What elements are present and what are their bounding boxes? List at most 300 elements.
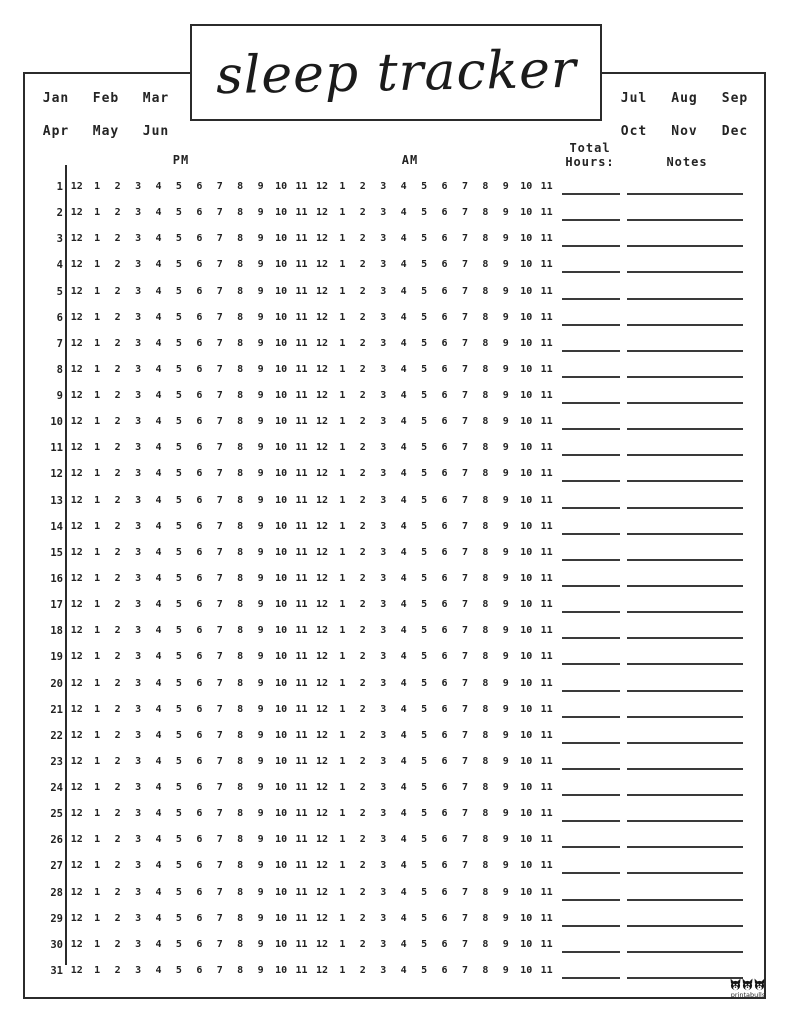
am-hour-cell[interactable]: 4 (400, 755, 407, 767)
pm-hour-cell[interactable]: 5 (175, 782, 182, 793)
pm-hour-cell[interactable]: 4 (155, 233, 162, 245)
am-hour-cell[interactable]: 12 (315, 181, 329, 192)
pm-hour-cell[interactable]: 2 (114, 233, 121, 245)
pm-hour-cell[interactable]: 11 (295, 651, 308, 663)
pm-hour-cell[interactable]: 6 (196, 285, 203, 297)
pm-hour-cell[interactable]: 4 (155, 259, 162, 271)
pm-hour-cell[interactable]: 6 (196, 964, 203, 976)
pm-hour-cell[interactable]: 9 (257, 285, 264, 297)
pm-hour-cell[interactable]: 7 (216, 912, 223, 924)
pm-hour-cell[interactable]: 4 (155, 442, 162, 454)
pm-hour-cell[interactable]: 9 (257, 677, 264, 689)
am-hour-cell[interactable]: 6 (441, 468, 448, 480)
am-hour-cell[interactable]: 6 (441, 677, 448, 689)
pm-hour-cell[interactable]: 1 (94, 573, 101, 584)
am-hour-cell[interactable]: 9 (502, 259, 509, 271)
pm-hour-cell[interactable]: 10 (275, 755, 288, 767)
pm-hour-cell[interactable]: 12 (70, 755, 83, 767)
am-hour-cell[interactable]: 9 (502, 651, 509, 663)
pm-hour-cell[interactable]: 7 (216, 181, 223, 192)
pm-hour-cell[interactable]: 3 (135, 625, 142, 637)
pm-hour-cell[interactable]: 10 (275, 834, 288, 846)
pm-hour-cell[interactable]: 12 (70, 546, 83, 558)
am-hour-cell[interactable]: 11 (540, 938, 553, 950)
am-hour-cell[interactable]: 4 (400, 520, 407, 532)
month-option-jan[interactable]: Jan (42, 91, 70, 106)
am-hour-cell[interactable]: 2 (359, 442, 366, 454)
am-hour-cell[interactable]: 3 (380, 207, 387, 219)
pm-hour-cell[interactable]: 2 (114, 834, 121, 846)
am-hour-cell[interactable]: 5 (421, 259, 428, 271)
pm-hour-cell[interactable]: 7 (216, 546, 223, 558)
am-hour-cell[interactable]: 10 (520, 573, 533, 584)
pm-hour-cell[interactable]: 5 (175, 416, 182, 428)
am-hour-cell[interactable]: 1 (339, 729, 346, 741)
am-hour-cell[interactable]: 11 (540, 886, 553, 898)
am-hour-cell[interactable]: 7 (461, 599, 469, 611)
pm-hour-cell[interactable]: 9 (257, 468, 264, 480)
pm-hour-cell[interactable]: 1 (94, 311, 101, 323)
am-hour-cell[interactable]: 11 (540, 912, 553, 924)
month-option-mar[interactable]: Mar (142, 91, 170, 106)
pm-hour-cell[interactable]: 11 (295, 363, 308, 375)
am-hour-cell[interactable]: 6 (441, 259, 448, 271)
am-hour-cell[interactable]: 6 (441, 285, 448, 297)
am-hour-cell[interactable]: 3 (380, 651, 387, 663)
am-hour-cell[interactable]: 9 (502, 573, 509, 584)
am-hour-cell[interactable]: 6 (441, 520, 448, 532)
am-hour-cell[interactable]: 10 (520, 938, 533, 950)
am-hour-cell[interactable]: 2 (359, 782, 366, 793)
pm-hour-cell[interactable]: 9 (257, 181, 264, 192)
am-hour-cell[interactable]: 10 (520, 337, 533, 349)
am-hour-cell[interactable]: 1 (339, 677, 346, 689)
pm-hour-cell[interactable]: 1 (94, 416, 101, 428)
pm-hour-cell[interactable]: 4 (155, 363, 162, 375)
notes-line[interactable] (627, 925, 743, 927)
pm-hour-cell[interactable]: 8 (237, 546, 244, 558)
am-hour-cell[interactable]: 11 (540, 782, 553, 793)
notes-line[interactable] (627, 820, 743, 822)
pm-hour-cell[interactable]: 9 (257, 442, 264, 454)
am-hour-cell[interactable]: 10 (520, 181, 533, 192)
am-hour-cell[interactable]: 10 (520, 886, 533, 898)
pm-hour-cell[interactable]: 1 (94, 886, 101, 898)
notes-line[interactable] (627, 768, 743, 770)
am-hour-cell[interactable]: 8 (482, 573, 489, 584)
am-hour-cell[interactable]: 9 (502, 442, 509, 454)
am-hour-cell[interactable]: 5 (421, 468, 428, 480)
am-hour-cell[interactable]: 6 (441, 938, 448, 950)
pm-hour-cell[interactable]: 7 (216, 651, 223, 663)
pm-hour-cell[interactable]: 4 (155, 703, 162, 715)
am-hour-cell[interactable]: 1 (339, 233, 346, 245)
am-hour-cell[interactable]: 3 (380, 834, 387, 846)
am-hour-cell[interactable]: 7 (461, 625, 469, 637)
am-hour-cell[interactable]: 12 (315, 625, 329, 637)
pm-hour-cell[interactable]: 1 (94, 703, 101, 715)
pm-hour-cell[interactable]: 3 (135, 703, 142, 715)
pm-hour-cell[interactable]: 9 (257, 912, 264, 924)
pm-hour-cell[interactable]: 4 (155, 938, 162, 950)
total-hours-line[interactable] (562, 899, 620, 901)
am-hour-cell[interactable]: 2 (359, 207, 366, 219)
am-hour-cell[interactable]: 10 (520, 860, 533, 872)
total-hours-line[interactable] (562, 742, 620, 744)
month-option-jul[interactable]: Jul (620, 91, 648, 106)
pm-hour-cell[interactable]: 1 (94, 546, 101, 558)
pm-hour-cell[interactable]: 1 (94, 677, 101, 689)
month-option-apr[interactable]: Apr (42, 124, 70, 139)
am-hour-cell[interactable]: 4 (400, 625, 407, 637)
am-hour-cell[interactable]: 8 (482, 964, 489, 976)
pm-hour-cell[interactable]: 10 (275, 886, 288, 898)
pm-hour-cell[interactable]: 6 (196, 729, 203, 741)
am-hour-cell[interactable]: 1 (339, 468, 346, 480)
am-hour-cell[interactable]: 8 (482, 938, 489, 950)
pm-hour-cell[interactable]: 3 (135, 651, 142, 663)
am-hour-cell[interactable]: 11 (540, 259, 553, 271)
total-hours-line[interactable] (562, 925, 620, 927)
am-hour-cell[interactable]: 4 (400, 181, 407, 192)
pm-hour-cell[interactable]: 6 (196, 755, 203, 767)
am-hour-cell[interactable]: 11 (540, 416, 553, 428)
pm-hour-cell[interactable]: 8 (237, 599, 244, 611)
pm-hour-cell[interactable]: 7 (216, 886, 223, 898)
total-hours-line[interactable] (562, 480, 620, 482)
am-hour-cell[interactable]: 11 (540, 729, 553, 741)
pm-hour-cell[interactable]: 12 (70, 468, 83, 480)
total-hours-line[interactable] (562, 298, 620, 300)
pm-hour-cell[interactable]: 2 (114, 494, 121, 506)
am-hour-cell[interactable]: 7 (461, 390, 469, 401)
pm-hour-cell[interactable]: 7 (216, 808, 223, 820)
am-hour-cell[interactable]: 8 (482, 703, 489, 715)
am-hour-cell[interactable]: 6 (441, 834, 448, 846)
pm-hour-cell[interactable]: 9 (257, 860, 264, 872)
pm-hour-cell[interactable]: 12 (70, 886, 83, 898)
pm-hour-cell[interactable]: 2 (114, 442, 121, 454)
notes-line[interactable] (627, 533, 743, 535)
pm-hour-cell[interactable]: 2 (114, 599, 121, 611)
am-hour-cell[interactable]: 6 (441, 442, 448, 454)
pm-hour-cell[interactable]: 6 (196, 207, 203, 219)
am-hour-cell[interactable]: 1 (339, 964, 346, 976)
am-hour-cell[interactable]: 2 (359, 677, 366, 689)
pm-hour-cell[interactable]: 9 (257, 520, 264, 532)
pm-hour-cell[interactable]: 2 (114, 886, 121, 898)
am-hour-cell[interactable]: 7 (461, 860, 469, 872)
am-hour-cell[interactable]: 8 (482, 337, 489, 349)
am-hour-cell[interactable]: 9 (502, 677, 509, 689)
pm-hour-cell[interactable]: 9 (257, 546, 264, 558)
am-hour-cell[interactable]: 3 (380, 808, 387, 820)
am-hour-cell[interactable]: 3 (380, 520, 387, 532)
pm-hour-cell[interactable]: 3 (135, 755, 142, 767)
am-hour-cell[interactable]: 10 (520, 755, 533, 767)
am-hour-cell[interactable]: 12 (315, 363, 329, 375)
am-hour-cell[interactable]: 5 (421, 625, 428, 637)
am-hour-cell[interactable]: 2 (359, 416, 366, 428)
am-hour-cell[interactable]: 9 (502, 755, 509, 767)
pm-hour-cell[interactable]: 4 (155, 782, 162, 793)
pm-hour-cell[interactable]: 2 (114, 390, 121, 401)
am-hour-cell[interactable]: 12 (315, 416, 329, 428)
am-hour-cell[interactable]: 5 (421, 938, 428, 950)
pm-hour-cell[interactable]: 6 (196, 886, 203, 898)
am-hour-cell[interactable]: 5 (421, 311, 428, 323)
am-hour-cell[interactable]: 5 (421, 494, 428, 506)
am-hour-cell[interactable]: 3 (380, 416, 387, 428)
pm-hour-cell[interactable]: 9 (257, 938, 264, 950)
am-hour-cell[interactable]: 6 (441, 912, 448, 924)
am-hour-cell[interactable]: 3 (380, 546, 387, 558)
pm-hour-cell[interactable]: 6 (196, 337, 203, 349)
month-option-jun[interactable]: Jun (142, 124, 170, 139)
am-hour-cell[interactable]: 5 (421, 520, 428, 532)
pm-hour-cell[interactable]: 1 (94, 599, 101, 611)
am-hour-cell[interactable]: 6 (441, 337, 448, 349)
am-hour-cell[interactable]: 1 (339, 546, 346, 558)
total-hours-line[interactable] (562, 690, 620, 692)
month-option-aug[interactable]: Aug (671, 91, 698, 106)
pm-hour-cell[interactable]: 1 (94, 390, 101, 401)
am-hour-cell[interactable]: 8 (482, 755, 489, 767)
am-hour-cell[interactable]: 5 (421, 337, 428, 349)
pm-hour-cell[interactable]: 3 (135, 416, 142, 428)
pm-hour-cell[interactable]: 5 (175, 363, 182, 375)
pm-hour-cell[interactable]: 2 (114, 311, 121, 323)
pm-hour-cell[interactable]: 4 (155, 886, 162, 898)
pm-hour-cell[interactable]: 4 (155, 494, 162, 506)
pm-hour-cell[interactable]: 9 (257, 599, 264, 611)
pm-hour-cell[interactable]: 10 (275, 729, 288, 741)
pm-hour-cell[interactable]: 11 (295, 573, 308, 584)
pm-hour-cell[interactable]: 7 (216, 938, 223, 950)
am-hour-cell[interactable]: 4 (400, 468, 407, 480)
pm-hour-cell[interactable]: 11 (295, 912, 308, 924)
pm-hour-cell[interactable]: 1 (94, 729, 101, 741)
pm-hour-cell[interactable]: 4 (155, 599, 162, 611)
am-hour-cell[interactable]: 12 (315, 834, 329, 846)
pm-hour-cell[interactable]: 12 (70, 494, 83, 506)
pm-hour-cell[interactable]: 6 (196, 599, 203, 611)
pm-hour-cell[interactable]: 7 (216, 390, 223, 401)
pm-hour-cell[interactable]: 9 (257, 494, 264, 506)
pm-hour-cell[interactable]: 4 (155, 181, 162, 192)
am-hour-cell[interactable]: 2 (359, 755, 366, 767)
am-hour-cell[interactable]: 3 (380, 938, 387, 950)
am-hour-cell[interactable]: 12 (315, 390, 329, 401)
pm-hour-cell[interactable]: 5 (175, 337, 182, 349)
pm-hour-cell[interactable]: 11 (295, 782, 308, 793)
pm-hour-cell[interactable]: 9 (257, 416, 264, 428)
am-hour-cell[interactable]: 1 (339, 912, 346, 924)
pm-hour-cell[interactable]: 6 (196, 494, 203, 506)
am-hour-cell[interactable]: 6 (441, 860, 448, 872)
am-hour-cell[interactable]: 3 (380, 755, 387, 767)
pm-hour-cell[interactable]: 5 (175, 494, 182, 506)
am-hour-cell[interactable]: 10 (520, 964, 533, 976)
pm-hour-cell[interactable]: 11 (295, 285, 308, 297)
pm-hour-cell[interactable]: 2 (114, 259, 121, 271)
pm-hour-cell[interactable]: 4 (155, 808, 162, 820)
am-hour-cell[interactable]: 7 (461, 416, 469, 428)
am-hour-cell[interactable]: 12 (315, 808, 329, 820)
am-hour-cell[interactable]: 2 (359, 181, 366, 192)
am-hour-cell[interactable]: 9 (502, 207, 509, 219)
pm-hour-cell[interactable]: 4 (155, 677, 162, 689)
am-hour-cell[interactable]: 3 (380, 912, 387, 924)
pm-hour-cell[interactable]: 11 (295, 808, 308, 820)
pm-hour-cell[interactable]: 5 (175, 468, 182, 480)
pm-hour-cell[interactable]: 10 (275, 625, 288, 637)
am-hour-cell[interactable]: 11 (540, 834, 553, 846)
pm-hour-cell[interactable]: 2 (114, 546, 121, 558)
pm-hour-cell[interactable]: 4 (155, 860, 162, 872)
pm-hour-cell[interactable]: 5 (175, 886, 182, 898)
am-hour-cell[interactable]: 12 (315, 573, 329, 584)
pm-hour-cell[interactable]: 10 (275, 808, 288, 820)
pm-hour-cell[interactable]: 8 (237, 520, 244, 532)
pm-hour-cell[interactable]: 3 (135, 573, 142, 584)
pm-hour-cell[interactable]: 2 (114, 808, 121, 820)
pm-hour-cell[interactable]: 11 (295, 703, 308, 715)
pm-hour-cell[interactable]: 11 (295, 311, 308, 323)
pm-hour-cell[interactable]: 11 (295, 938, 308, 950)
pm-hour-cell[interactable]: 12 (70, 442, 83, 454)
pm-hour-cell[interactable]: 8 (237, 886, 244, 898)
am-hour-cell[interactable]: 4 (400, 390, 407, 401)
month-option-sep[interactable]: Sep (721, 91, 749, 106)
pm-hour-cell[interactable]: 10 (275, 546, 288, 558)
am-hour-cell[interactable]: 1 (339, 259, 346, 271)
am-hour-cell[interactable]: 12 (315, 703, 329, 715)
am-hour-cell[interactable]: 5 (421, 886, 428, 898)
pm-hour-cell[interactable]: 6 (196, 311, 203, 323)
am-hour-cell[interactable]: 12 (315, 677, 329, 689)
am-hour-cell[interactable]: 7 (461, 259, 469, 271)
pm-hour-cell[interactable]: 5 (175, 390, 182, 401)
am-hour-cell[interactable]: 10 (520, 311, 533, 323)
pm-hour-cell[interactable]: 12 (70, 625, 83, 637)
am-hour-cell[interactable]: 1 (339, 599, 346, 611)
am-hour-cell[interactable]: 9 (502, 416, 509, 428)
am-hour-cell[interactable]: 1 (339, 442, 346, 454)
pm-hour-cell[interactable]: 4 (155, 964, 162, 976)
am-hour-cell[interactable]: 11 (540, 703, 553, 715)
am-hour-cell[interactable]: 6 (441, 573, 448, 584)
total-hours-line[interactable] (562, 794, 620, 796)
pm-hour-cell[interactable]: 5 (175, 912, 182, 924)
am-hour-cell[interactable]: 9 (502, 599, 509, 611)
pm-hour-cell[interactable]: 7 (216, 703, 223, 715)
am-hour-cell[interactable]: 7 (461, 782, 469, 793)
pm-hour-cell[interactable]: 6 (196, 442, 203, 454)
pm-hour-cell[interactable]: 5 (175, 860, 182, 872)
pm-hour-cell[interactable]: 3 (135, 468, 142, 480)
notes-line[interactable] (627, 611, 743, 613)
am-hour-cell[interactable]: 1 (339, 886, 346, 898)
pm-hour-cell[interactable]: 10 (275, 207, 288, 219)
am-hour-cell[interactable]: 4 (400, 703, 407, 715)
pm-hour-cell[interactable]: 6 (196, 181, 203, 192)
total-hours-line[interactable] (562, 977, 620, 979)
am-hour-cell[interactable]: 4 (400, 834, 407, 846)
pm-hour-cell[interactable]: 1 (94, 651, 101, 663)
am-hour-cell[interactable]: 6 (441, 651, 448, 663)
pm-hour-cell[interactable]: 6 (196, 703, 203, 715)
am-hour-cell[interactable]: 2 (359, 573, 366, 584)
pm-hour-cell[interactable]: 1 (94, 181, 101, 192)
am-hour-cell[interactable]: 3 (380, 285, 387, 297)
am-hour-cell[interactable]: 4 (400, 416, 407, 428)
pm-hour-cell[interactable]: 7 (216, 416, 223, 428)
pm-hour-cell[interactable]: 1 (94, 808, 101, 820)
pm-hour-cell[interactable]: 9 (257, 207, 264, 219)
pm-hour-cell[interactable]: 1 (94, 207, 101, 219)
total-hours-line[interactable] (562, 716, 620, 718)
pm-hour-cell[interactable]: 11 (295, 233, 308, 245)
am-hour-cell[interactable]: 10 (520, 207, 533, 219)
total-hours-line[interactable] (562, 245, 620, 247)
am-hour-cell[interactable]: 2 (359, 625, 366, 637)
pm-hour-cell[interactable]: 5 (175, 703, 182, 715)
pm-hour-cell[interactable]: 8 (237, 311, 244, 323)
notes-line[interactable] (627, 428, 743, 430)
pm-hour-cell[interactable]: 2 (114, 755, 121, 767)
am-hour-cell[interactable]: 10 (520, 285, 533, 297)
am-hour-cell[interactable]: 2 (359, 363, 366, 375)
am-hour-cell[interactable]: 8 (482, 416, 489, 428)
am-hour-cell[interactable]: 7 (461, 573, 469, 584)
am-hour-cell[interactable]: 7 (461, 337, 469, 349)
am-hour-cell[interactable]: 3 (380, 782, 387, 793)
am-hour-cell[interactable]: 12 (315, 886, 329, 898)
pm-hour-cell[interactable]: 4 (155, 390, 162, 401)
notes-line[interactable] (627, 559, 743, 561)
am-hour-cell[interactable]: 8 (482, 207, 489, 219)
notes-line[interactable] (627, 507, 743, 509)
pm-hour-cell[interactable]: 12 (70, 363, 83, 375)
am-hour-cell[interactable]: 4 (400, 494, 407, 506)
am-hour-cell[interactable]: 7 (461, 964, 469, 976)
am-hour-cell[interactable]: 2 (359, 259, 366, 271)
total-hours-line[interactable] (562, 611, 620, 613)
am-hour-cell[interactable]: 7 (461, 808, 469, 820)
pm-hour-cell[interactable]: 6 (196, 860, 203, 872)
am-hour-cell[interactable]: 3 (380, 964, 387, 976)
am-hour-cell[interactable]: 3 (380, 886, 387, 898)
pm-hour-cell[interactable]: 8 (237, 207, 244, 219)
am-hour-cell[interactable]: 11 (540, 651, 553, 663)
am-hour-cell[interactable]: 7 (461, 886, 469, 898)
am-hour-cell[interactable]: 3 (380, 573, 387, 584)
am-hour-cell[interactable]: 5 (421, 416, 428, 428)
pm-hour-cell[interactable]: 6 (196, 468, 203, 480)
pm-hour-cell[interactable]: 12 (70, 233, 83, 245)
am-hour-cell[interactable]: 6 (441, 363, 448, 375)
pm-hour-cell[interactable]: 5 (175, 599, 182, 611)
total-hours-line[interactable] (562, 820, 620, 822)
total-hours-line[interactable] (562, 951, 620, 953)
am-hour-cell[interactable]: 7 (461, 651, 469, 663)
am-hour-cell[interactable]: 9 (502, 834, 509, 846)
am-hour-cell[interactable]: 1 (339, 625, 346, 637)
pm-hour-cell[interactable]: 9 (257, 755, 264, 767)
pm-hour-cell[interactable]: 12 (70, 912, 83, 924)
am-hour-cell[interactable]: 6 (441, 599, 448, 611)
